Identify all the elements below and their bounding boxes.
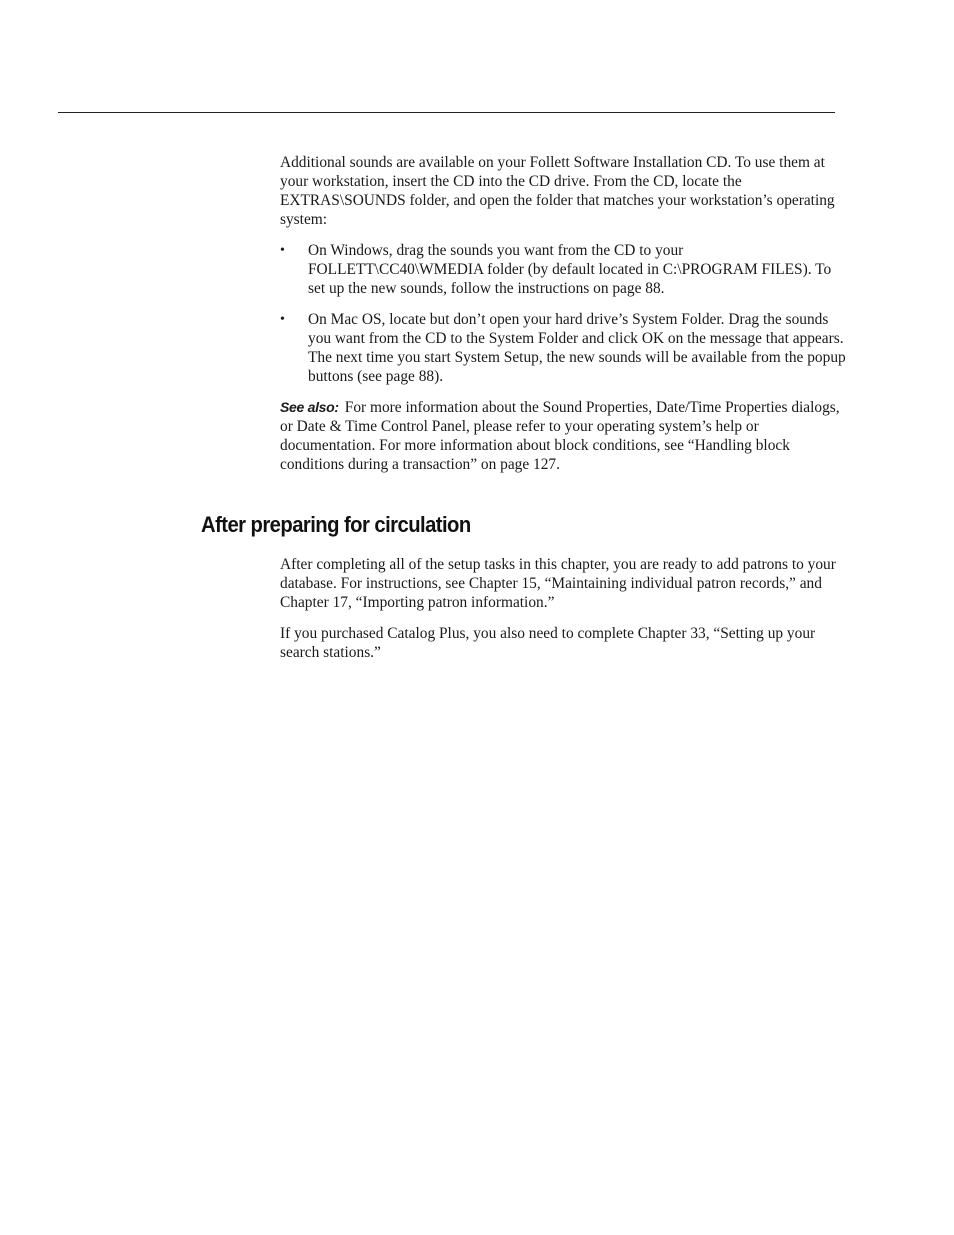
list-item-windows — [280, 241, 846, 298]
section-paragraph: After completing all of the setup tasks in this chapter, you are ready to add patrons to your database. For instructions, see Chapter 15, “Maintaining individual patron records,” and Chapter 17, “Importing patron information.” — [280, 556, 836, 611]
see-also-text: For more information about the Sound Properties, Date/Time Properties dialogs, or Date & Time Control Panel, please refer to your operating system’s help or documentation. For more information about block conditions, see “Handling block conditions during a transaction” on page 127. — [280, 399, 840, 473]
section-heading: After preparing for circulation — [201, 512, 471, 537]
header-rule — [58, 112, 835, 113]
section-body — [280, 555, 846, 674]
list-item-text: On Mac OS, locate but don’t open your hard drive’s System Folder. Drag the sounds you want from the CD to the System Folder and click OK on the message that appears. The next time you start System Setup, the new sounds will be available from the popup buttons (see page 88). — [308, 311, 846, 385]
os-instructions-list — [280, 241, 846, 386]
section-paragraph: If you purchased Catalog Plus, you also need to complete Chapter 33, “Setting up your search stations.” — [280, 625, 816, 661]
see-also-note — [280, 398, 846, 474]
list-item-text: On Windows, drag the sounds you want from the CD to your FOLLETT\CC40\WMEDIA folder (by default located in C:\PROGRAM FILES). To set up the new sounds, follow the instructions on page 88. — [308, 242, 832, 297]
intro-section — [280, 153, 846, 486]
list-item-mac — [280, 310, 846, 386]
intro-paragraph: Additional sounds are available on your Follett Software Installation CD. To use them at your workstation, insert the CD into the CD drive. From the CD, locate the EXTRAS\SOUNDS folder, and open the folder that matches your workstation’s operating system: — [280, 154, 835, 228]
see-also-label: See also: — [280, 399, 339, 415]
bullet-icon: • — [280, 243, 285, 258]
bullet-icon: • — [280, 312, 285, 327]
